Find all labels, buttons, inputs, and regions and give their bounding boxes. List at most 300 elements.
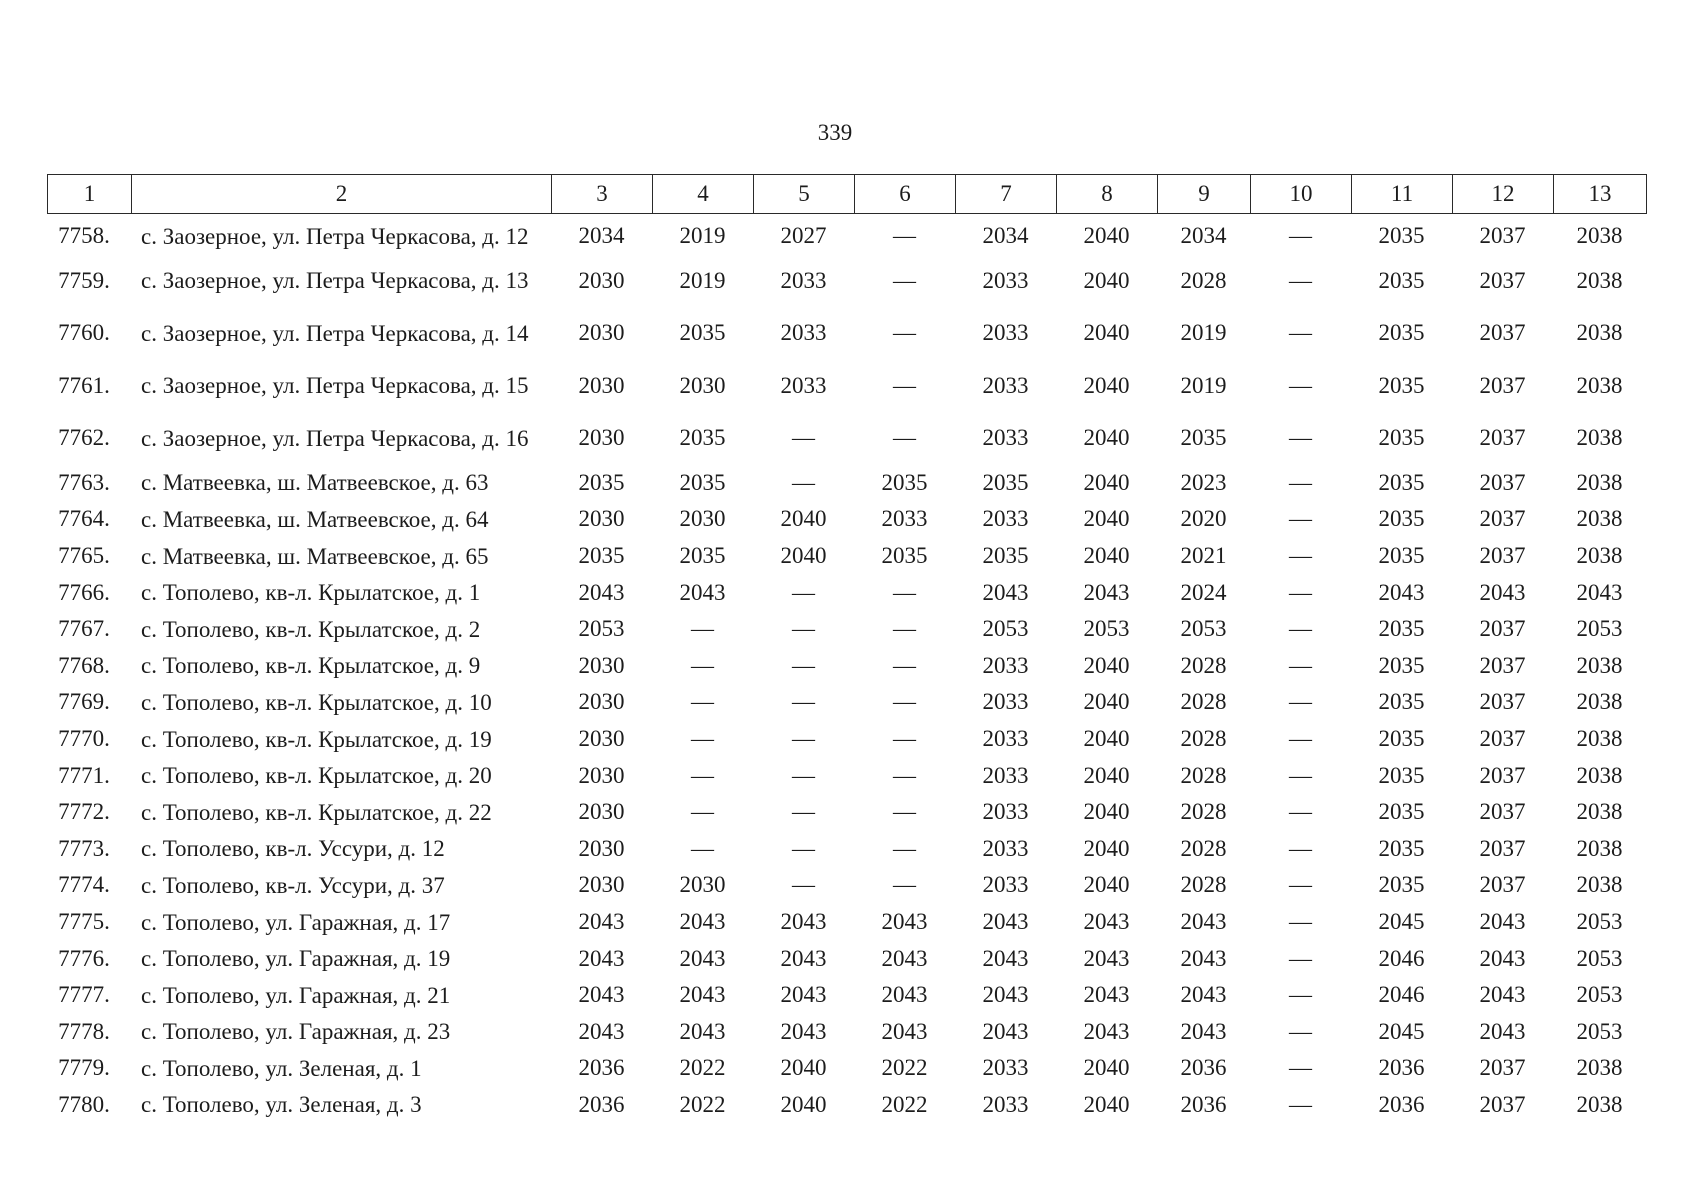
year-cell: — bbox=[1289, 506, 1312, 532]
year-cell: 2037 bbox=[1479, 616, 1526, 642]
address-cell: с. Тополево, кв-л. Крылатское, д. 22 bbox=[141, 799, 492, 825]
year-cell: 2033 bbox=[982, 835, 1029, 861]
year-cell: — bbox=[893, 372, 916, 398]
column-header: 4 bbox=[653, 175, 754, 214]
year-cell: 2030 bbox=[578, 762, 625, 788]
year-cell: 2040 bbox=[1083, 1055, 1130, 1081]
column-header: 7 bbox=[956, 175, 1057, 214]
year-cell: 2034 bbox=[578, 223, 625, 249]
year-cell: 2043 bbox=[1479, 1018, 1526, 1044]
row-number: 7760. bbox=[58, 320, 110, 346]
year-cell: 2033 bbox=[982, 1091, 1029, 1117]
column-header: 10 bbox=[1251, 175, 1352, 214]
year-cell: 2020 bbox=[1180, 506, 1227, 532]
year-cell: 2028 bbox=[1180, 267, 1227, 293]
table-row bbox=[47, 684, 1646, 721]
year-cell: 2043 bbox=[1180, 982, 1227, 1008]
row-number: 7770. bbox=[58, 726, 110, 752]
year-cell: 2035 bbox=[1378, 506, 1425, 532]
year-cell: — bbox=[792, 872, 815, 898]
year-cell: 2033 bbox=[780, 267, 827, 293]
year-cell: 2043 bbox=[1378, 579, 1425, 605]
column-header-table bbox=[47, 174, 1647, 214]
year-cell: 2040 bbox=[1083, 543, 1130, 569]
table-row bbox=[47, 1050, 1646, 1087]
year-cell: 2037 bbox=[1479, 1055, 1526, 1081]
year-cell: 2053 bbox=[1576, 1018, 1623, 1044]
year-cell: 2040 bbox=[780, 543, 827, 569]
year-cell: 2053 bbox=[1576, 945, 1623, 971]
row-number: 7780. bbox=[58, 1091, 110, 1117]
year-cell: 2035 bbox=[1378, 799, 1425, 825]
year-cell: 2043 bbox=[982, 909, 1029, 935]
table-row bbox=[47, 1014, 1646, 1051]
year-cell: 2035 bbox=[1378, 652, 1425, 678]
year-cell: — bbox=[792, 425, 815, 451]
row-number: 7775. bbox=[58, 909, 110, 935]
year-cell: — bbox=[691, 762, 714, 788]
year-cell: 2019 bbox=[679, 267, 726, 293]
year-cell: 2043 bbox=[1479, 945, 1526, 971]
year-cell: 2033 bbox=[982, 267, 1029, 293]
year-cell: 2045 bbox=[1378, 909, 1425, 935]
year-cell: 2038 bbox=[1576, 1091, 1623, 1117]
row-number: 7762. bbox=[58, 425, 110, 451]
column-header: 5 bbox=[754, 175, 855, 214]
year-cell: 2043 bbox=[1180, 945, 1227, 971]
year-cell: 2040 bbox=[1083, 1091, 1130, 1117]
row-number: 7763. bbox=[58, 469, 110, 495]
year-cell: 2035 bbox=[881, 469, 928, 495]
row-number: 7758. bbox=[58, 223, 110, 249]
year-cell: — bbox=[893, 726, 916, 752]
year-cell: 2037 bbox=[1479, 267, 1526, 293]
year-cell: — bbox=[691, 726, 714, 752]
year-cell: 2034 bbox=[982, 223, 1029, 249]
year-cell: 2043 bbox=[982, 982, 1029, 1008]
row-number: 7769. bbox=[58, 689, 110, 715]
year-cell: 2043 bbox=[1479, 579, 1526, 605]
year-cell: 2038 bbox=[1576, 320, 1623, 346]
year-cell: — bbox=[1289, 425, 1312, 451]
table-row bbox=[47, 794, 1646, 831]
year-cell: 2033 bbox=[982, 320, 1029, 346]
address-cell: с. Матвеевка, ш. Матвеевское, д. 65 bbox=[141, 543, 489, 569]
year-cell: — bbox=[893, 320, 916, 346]
year-cell: — bbox=[1289, 469, 1312, 495]
year-cell: 2040 bbox=[1083, 762, 1130, 788]
year-cell: 2038 bbox=[1576, 425, 1623, 451]
table-row bbox=[47, 501, 1646, 538]
year-cell: — bbox=[1289, 1018, 1312, 1044]
column-header: 12 bbox=[1453, 175, 1554, 214]
year-cell: 2043 bbox=[578, 909, 625, 935]
year-cell: 2040 bbox=[1083, 223, 1130, 249]
row-number: 7777. bbox=[58, 982, 110, 1008]
year-cell: 2022 bbox=[881, 1055, 928, 1081]
year-cell: 2030 bbox=[578, 872, 625, 898]
row-number: 7774. bbox=[58, 872, 110, 898]
address-cell: с. Тополево, кв-л. Уссури, д. 37 bbox=[141, 872, 445, 898]
address-cell: с. Тополево, кв-л. Крылатское, д. 2 bbox=[141, 616, 481, 642]
year-cell: 2038 bbox=[1576, 469, 1623, 495]
table-row bbox=[47, 940, 1646, 977]
column-header: 3 bbox=[552, 175, 653, 214]
year-cell: 2035 bbox=[1378, 372, 1425, 398]
table-row bbox=[47, 721, 1646, 758]
year-cell: 2035 bbox=[1378, 689, 1425, 715]
year-cell: 2033 bbox=[780, 320, 827, 346]
year-cell: 2053 bbox=[1576, 982, 1623, 1008]
year-cell: 2040 bbox=[780, 1055, 827, 1081]
year-cell: 2038 bbox=[1576, 652, 1623, 678]
year-cell: 2030 bbox=[679, 372, 726, 398]
address-cell: с. Тополево, кв-л. Крылатское, д. 9 bbox=[141, 653, 481, 679]
table-row bbox=[47, 360, 1646, 413]
table-row bbox=[47, 611, 1646, 648]
year-cell: 2033 bbox=[982, 689, 1029, 715]
year-cell: 2038 bbox=[1576, 506, 1623, 532]
year-cell: 2037 bbox=[1479, 1091, 1526, 1117]
year-cell: 2021 bbox=[1180, 543, 1227, 569]
column-header-row bbox=[48, 175, 1647, 214]
address-cell: с. Заозерное, ул. Петра Черкасова, д. 12 bbox=[141, 223, 529, 249]
year-cell: 2043 bbox=[780, 909, 827, 935]
address-cell: с. Тополево, ул. Гаражная, д. 23 bbox=[141, 1019, 451, 1045]
address-cell: с. Тополево, ул. Гаражная, д. 21 bbox=[141, 982, 451, 1008]
year-cell: 2040 bbox=[1083, 267, 1130, 293]
address-cell: с. Тополево, кв-л. Крылатское, д. 20 bbox=[141, 763, 492, 789]
year-cell: 2035 bbox=[1378, 320, 1425, 346]
year-cell: 2037 bbox=[1479, 320, 1526, 346]
year-cell: 2033 bbox=[982, 372, 1029, 398]
row-number: 7776. bbox=[58, 945, 110, 971]
year-cell: 2023 bbox=[1180, 469, 1227, 495]
column-header: 13 bbox=[1554, 175, 1647, 214]
year-cell: — bbox=[691, 616, 714, 642]
year-cell: 2037 bbox=[1479, 799, 1526, 825]
row-number: 7773. bbox=[58, 835, 110, 861]
column-header: 6 bbox=[855, 175, 956, 214]
year-cell: 2040 bbox=[780, 1091, 827, 1117]
year-cell: 2035 bbox=[1378, 726, 1425, 752]
year-cell: 2043 bbox=[982, 945, 1029, 971]
year-cell: 2030 bbox=[578, 320, 625, 346]
year-cell: 2019 bbox=[679, 223, 726, 249]
year-cell: 2028 bbox=[1180, 689, 1227, 715]
year-cell: 2036 bbox=[578, 1055, 625, 1081]
year-cell: 2028 bbox=[1180, 726, 1227, 752]
year-cell: — bbox=[893, 425, 916, 451]
year-cell: — bbox=[1289, 762, 1312, 788]
address-cell: с. Тополево, ул. Гаражная, д. 17 bbox=[141, 909, 451, 935]
year-cell: — bbox=[792, 762, 815, 788]
year-cell: — bbox=[792, 616, 815, 642]
year-cell: — bbox=[1289, 799, 1312, 825]
year-cell: 2040 bbox=[1083, 372, 1130, 398]
year-cell: 2043 bbox=[881, 1018, 928, 1044]
address-cell: с. Тополево, ул. Зеленая, д. 3 bbox=[141, 1092, 422, 1118]
year-cell: 2043 bbox=[679, 982, 726, 1008]
year-cell: 2040 bbox=[1083, 835, 1130, 861]
year-cell: 2028 bbox=[1180, 872, 1227, 898]
year-cell: 2037 bbox=[1479, 469, 1526, 495]
year-cell: 2030 bbox=[578, 506, 625, 532]
year-cell: 2043 bbox=[578, 982, 625, 1008]
year-cell: — bbox=[893, 223, 916, 249]
year-cell: 2053 bbox=[578, 616, 625, 642]
year-cell: — bbox=[1289, 872, 1312, 898]
table-row bbox=[47, 1087, 1646, 1124]
column-header: 11 bbox=[1352, 175, 1453, 214]
year-cell: — bbox=[691, 835, 714, 861]
year-cell: 2033 bbox=[881, 506, 928, 532]
column-header: 1 bbox=[48, 175, 132, 214]
year-cell: 2038 bbox=[1576, 267, 1623, 293]
year-cell: 2035 bbox=[1378, 425, 1425, 451]
year-cell: — bbox=[893, 652, 916, 678]
year-cell: 2036 bbox=[578, 1091, 625, 1117]
year-cell: — bbox=[792, 726, 815, 752]
year-cell: 2033 bbox=[982, 652, 1029, 678]
year-cell: 2035 bbox=[679, 543, 726, 569]
year-cell: — bbox=[1289, 726, 1312, 752]
year-cell: 2037 bbox=[1479, 372, 1526, 398]
table-row bbox=[47, 904, 1646, 941]
year-cell: 2035 bbox=[1180, 425, 1227, 451]
table-row bbox=[47, 538, 1646, 575]
year-cell: 2043 bbox=[1083, 909, 1130, 935]
table-row bbox=[47, 867, 1646, 904]
year-cell: 2028 bbox=[1180, 799, 1227, 825]
year-cell: 2043 bbox=[881, 909, 928, 935]
year-cell: 2033 bbox=[982, 425, 1029, 451]
row-number: 7764. bbox=[58, 506, 110, 532]
year-cell: 2037 bbox=[1479, 872, 1526, 898]
year-cell: 2053 bbox=[982, 616, 1029, 642]
year-cell: 2037 bbox=[1479, 506, 1526, 532]
table-row bbox=[47, 757, 1646, 794]
year-cell: 2043 bbox=[1083, 945, 1130, 971]
year-cell: 2043 bbox=[881, 945, 928, 971]
address-cell: с. Заозерное, ул. Петра Черкасова, д. 16 bbox=[141, 425, 529, 451]
column-header: 2 bbox=[132, 175, 552, 214]
year-cell: 2036 bbox=[1378, 1055, 1425, 1081]
year-cell: 2043 bbox=[982, 579, 1029, 605]
year-cell: 2035 bbox=[1378, 872, 1425, 898]
year-cell: 2043 bbox=[578, 945, 625, 971]
address-cell: с. Тополево, ул. Гаражная, д. 19 bbox=[141, 946, 451, 972]
year-cell: 2037 bbox=[1479, 223, 1526, 249]
year-cell: 2035 bbox=[578, 543, 625, 569]
year-cell: 2035 bbox=[679, 425, 726, 451]
year-cell: 2040 bbox=[1083, 320, 1130, 346]
row-number: 7779. bbox=[58, 1055, 110, 1081]
year-cell: 2043 bbox=[982, 1018, 1029, 1044]
year-cell: 2030 bbox=[578, 689, 625, 715]
row-number: 7772. bbox=[58, 799, 110, 825]
table-row bbox=[47, 831, 1646, 868]
year-cell: 2037 bbox=[1479, 835, 1526, 861]
address-cell: с. Тополево, кв-л. Уссури, д. 12 bbox=[141, 836, 445, 862]
year-cell: 2037 bbox=[1479, 652, 1526, 678]
year-cell: — bbox=[893, 762, 916, 788]
year-cell: — bbox=[691, 799, 714, 825]
year-cell: 2038 bbox=[1576, 835, 1623, 861]
year-cell: 2019 bbox=[1180, 372, 1227, 398]
year-cell: — bbox=[893, 799, 916, 825]
year-cell: 2036 bbox=[1180, 1055, 1227, 1081]
year-cell: 2040 bbox=[1083, 469, 1130, 495]
year-cell: 2043 bbox=[780, 982, 827, 1008]
year-cell: 2040 bbox=[780, 506, 827, 532]
year-cell: — bbox=[1289, 223, 1312, 249]
year-cell: — bbox=[792, 799, 815, 825]
year-cell: 2038 bbox=[1576, 223, 1623, 249]
year-cell: 2030 bbox=[578, 425, 625, 451]
year-cell: 2043 bbox=[1576, 579, 1623, 605]
year-cell: 2035 bbox=[1378, 223, 1425, 249]
year-cell: — bbox=[893, 579, 916, 605]
address-cell: с. Тополево, кв-л. Крылатское, д. 19 bbox=[141, 726, 492, 752]
year-cell: 2036 bbox=[1180, 1091, 1227, 1117]
year-cell: 2043 bbox=[1083, 579, 1130, 605]
year-cell: — bbox=[1289, 1091, 1312, 1117]
row-number: 7765. bbox=[58, 543, 110, 569]
year-cell: — bbox=[1289, 616, 1312, 642]
year-cell: 2046 bbox=[1378, 982, 1425, 1008]
year-cell: 2038 bbox=[1576, 762, 1623, 788]
year-cell: 2043 bbox=[780, 945, 827, 971]
year-cell: 2035 bbox=[1378, 543, 1425, 569]
year-cell: 2037 bbox=[1479, 762, 1526, 788]
year-cell: 2043 bbox=[1083, 1018, 1130, 1044]
year-cell: — bbox=[893, 689, 916, 715]
row-number: 7771. bbox=[58, 762, 110, 788]
year-cell: 2043 bbox=[1083, 982, 1130, 1008]
year-cell: 2036 bbox=[1378, 1091, 1425, 1117]
year-cell: — bbox=[792, 652, 815, 678]
year-cell: 2033 bbox=[982, 726, 1029, 752]
year-cell: 2038 bbox=[1576, 543, 1623, 569]
year-cell: — bbox=[1289, 909, 1312, 935]
year-cell: 2019 bbox=[1180, 320, 1227, 346]
year-cell: 2043 bbox=[679, 945, 726, 971]
year-cell: 2053 bbox=[1083, 616, 1130, 642]
year-cell: 2027 bbox=[780, 223, 827, 249]
year-cell: — bbox=[691, 689, 714, 715]
year-cell: 2038 bbox=[1576, 799, 1623, 825]
year-cell: 2038 bbox=[1576, 1055, 1623, 1081]
year-cell: 2040 bbox=[1083, 872, 1130, 898]
year-cell: 2038 bbox=[1576, 726, 1623, 752]
year-cell: 2043 bbox=[1479, 982, 1526, 1008]
year-cell: 2035 bbox=[578, 469, 625, 495]
table-row bbox=[47, 218, 1646, 255]
column-header: 9 bbox=[1158, 175, 1251, 214]
year-cell: 2035 bbox=[982, 469, 1029, 495]
year-cell: 2040 bbox=[1083, 689, 1130, 715]
table-row bbox=[47, 648, 1646, 685]
year-cell: 2037 bbox=[1479, 425, 1526, 451]
year-cell: — bbox=[792, 835, 815, 861]
year-cell: — bbox=[792, 579, 815, 605]
year-cell: — bbox=[1289, 1055, 1312, 1081]
address-cell: с. Заозерное, ул. Петра Черкасова, д. 13 bbox=[141, 268, 529, 294]
year-cell: 2035 bbox=[1378, 835, 1425, 861]
address-cell: с. Тополево, кв-л. Крылатское, д. 10 bbox=[141, 689, 492, 715]
year-cell: 2035 bbox=[679, 320, 726, 346]
year-cell: 2043 bbox=[679, 909, 726, 935]
year-cell: — bbox=[893, 616, 916, 642]
year-cell: 2030 bbox=[679, 872, 726, 898]
row-number: 7767. bbox=[58, 616, 110, 642]
year-cell: 2037 bbox=[1479, 726, 1526, 752]
column-header: 8 bbox=[1057, 175, 1158, 214]
year-cell: — bbox=[1289, 835, 1312, 861]
table-row bbox=[47, 412, 1646, 465]
year-cell: 2037 bbox=[1479, 689, 1526, 715]
year-cell: 2043 bbox=[780, 1018, 827, 1044]
year-cell: 2030 bbox=[578, 652, 625, 678]
year-cell: 2035 bbox=[1378, 616, 1425, 642]
year-cell: — bbox=[691, 652, 714, 678]
year-cell: — bbox=[1289, 652, 1312, 678]
year-cell: 2033 bbox=[780, 372, 827, 398]
year-cell: 2043 bbox=[1180, 909, 1227, 935]
year-cell: — bbox=[1289, 579, 1312, 605]
year-cell: 2038 bbox=[1576, 689, 1623, 715]
year-cell: 2043 bbox=[578, 579, 625, 605]
year-cell: 2035 bbox=[1378, 469, 1425, 495]
year-cell: — bbox=[1289, 543, 1312, 569]
year-cell: 2043 bbox=[881, 982, 928, 1008]
year-cell: 2040 bbox=[1083, 506, 1130, 532]
address-cell: с. Тополево, кв-л. Крылатское, д. 1 bbox=[141, 580, 481, 606]
year-cell: 2040 bbox=[1083, 652, 1130, 678]
year-cell: 2030 bbox=[578, 267, 625, 293]
year-cell: 2035 bbox=[982, 543, 1029, 569]
table-row bbox=[47, 977, 1646, 1014]
year-cell: 2040 bbox=[1083, 799, 1130, 825]
page-number: 339 bbox=[817, 120, 853, 145]
year-cell: 2035 bbox=[1378, 267, 1425, 293]
year-cell: — bbox=[1289, 689, 1312, 715]
row-number: 7761. bbox=[58, 372, 110, 398]
year-cell: — bbox=[1289, 267, 1312, 293]
year-cell: — bbox=[1289, 372, 1312, 398]
table-row bbox=[47, 307, 1646, 360]
year-cell: — bbox=[893, 835, 916, 861]
year-cell: — bbox=[1289, 982, 1312, 1008]
year-cell: — bbox=[893, 267, 916, 293]
address-cell: с. Матвеевка, ш. Матвеевское, д. 64 bbox=[141, 506, 489, 532]
year-cell: 2033 bbox=[982, 1055, 1029, 1081]
year-cell: 2045 bbox=[1378, 1018, 1425, 1044]
row-number: 7766. bbox=[58, 579, 110, 605]
year-cell: 2034 bbox=[1180, 223, 1227, 249]
table-row bbox=[47, 574, 1646, 611]
year-cell: 2033 bbox=[982, 506, 1029, 532]
year-cell: 2033 bbox=[982, 872, 1029, 898]
year-cell: 2043 bbox=[679, 579, 726, 605]
year-cell: 2040 bbox=[1083, 726, 1130, 752]
year-cell: 2046 bbox=[1378, 945, 1425, 971]
year-cell: — bbox=[893, 872, 916, 898]
row-number: 7778. bbox=[58, 1018, 110, 1044]
year-cell: 2038 bbox=[1576, 372, 1623, 398]
address-cell: с. Заозерное, ул. Петра Черкасова, д. 15 bbox=[141, 373, 529, 399]
